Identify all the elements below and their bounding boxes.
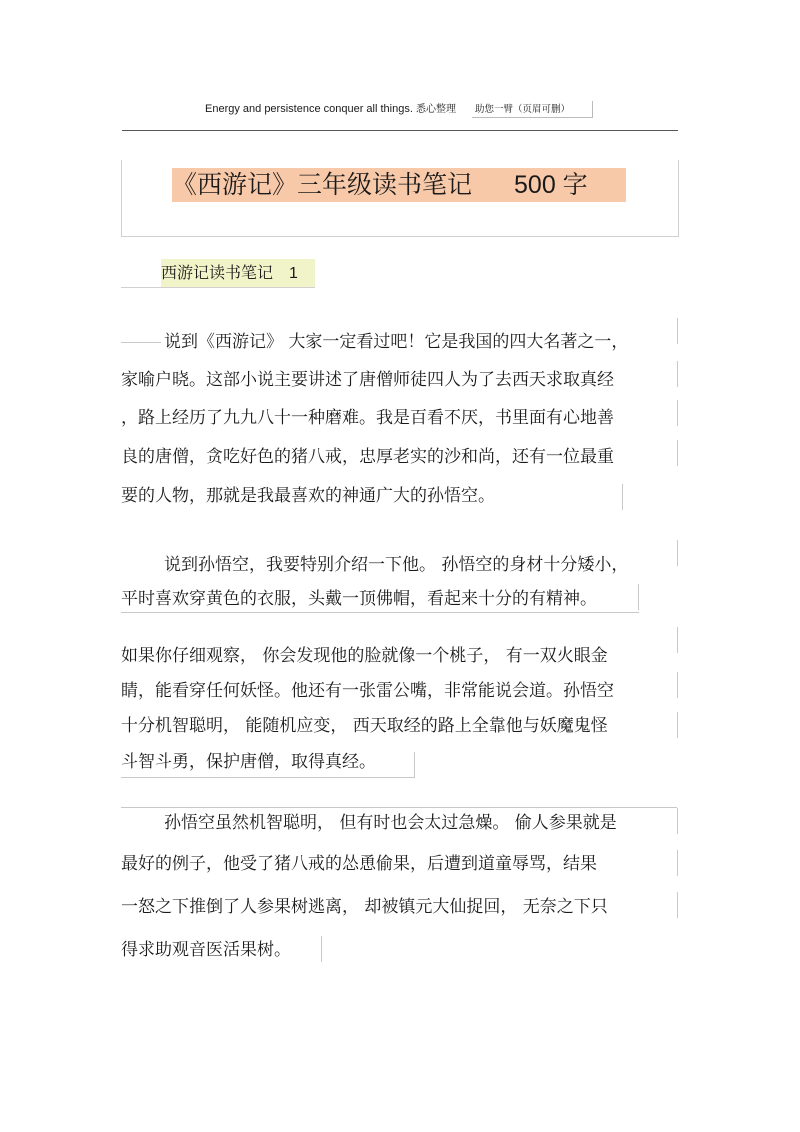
paragraph-2-line-2: 平时喜欢穿黄色的衣服，头戴一顶佛帽，看起来十分的有精神。 <box>121 589 597 609</box>
paragraph-3-frame-edge-4 <box>414 752 415 778</box>
header-frame <box>472 101 593 118</box>
paragraph-2-line-1: 说到孙悟空，我要特别介绍一下他。 孙悟空的身材十分矮小， <box>164 555 629 575</box>
paragraph-1-frame-edge-2 <box>677 361 678 387</box>
paragraph-1-frame-edge-1 <box>677 318 678 344</box>
paragraph-4-line-2: 最好的例子，他受了猪八戒的怂恿偷果，后遭到道童辱骂，结果 <box>121 854 597 874</box>
paragraph-4-line-3: 一怒之下推倒了人参果树逃离， 却被镇元大仙捉回， 无奈之下只 <box>121 897 608 917</box>
paragraph-4-line-4: 得求助观音医活果树。 <box>121 940 291 960</box>
header-organizer: 悉心整理 <box>415 104 456 115</box>
paragraph-2-frame-edge-1 <box>677 540 678 566</box>
header-english-motto: Energy and persistence conquer all things. <box>205 103 413 115</box>
section-heading-underline <box>121 287 315 288</box>
paragraph-3-line-2: 睛，能看穿任何妖怪。他还有一张雷公嘴，非常能说会道。孙悟空 <box>121 681 614 701</box>
paragraph-3-frame-edge-2 <box>677 672 678 698</box>
paragraph-3-line-3: 十分机智聪明， 能随机应变， 西天取经的路上全靠他与妖魔鬼怪 <box>121 716 608 736</box>
paragraph-2-frame-edge-2 <box>638 584 639 610</box>
header-slogan: 助您一臂（页眉可删） <box>475 104 571 115</box>
paragraph-1-line-5: 要的人物，那就是我最喜欢的神通广大的孙悟空。 <box>121 486 495 506</box>
paragraph-4-frame-edge-1 <box>677 808 678 834</box>
section-heading-number: 1 <box>289 265 298 282</box>
document-title-text: 《西游记》三年级读书笔记 <box>172 170 473 199</box>
paragraph-1-frame-edge-3 <box>677 400 678 426</box>
paragraph-4-frame-edge-4 <box>321 936 322 962</box>
document-title-word-count: 500 字 <box>514 171 588 199</box>
paragraph-3-bottom-rule <box>121 777 415 778</box>
paragraph-4-line-1: 孙悟空虽然机智聪明， 但有时也会太过急燥。 偷人参果就是 <box>164 813 617 833</box>
paragraph-1-line-2: 家喻户晓。这部小说主要讲述了唐僧师徒四人为了去西天求取真经 <box>121 370 614 390</box>
paragraph-1-line-3: ，路上经历了九九八十一种磨难。我是百看不厌，书里面有心地善 <box>121 408 614 428</box>
paragraph-3-line-4: 斗智斗勇，保护唐僧，取得真经。 <box>121 752 376 772</box>
paragraph-4-top-rule <box>121 807 677 808</box>
document-title <box>172 168 626 202</box>
paragraph-3-frame-edge-3 <box>677 712 678 738</box>
paragraph-2-bottom-rule <box>121 612 639 613</box>
paragraph-3-line-1: 如果你仔细观察， 你会发现他的脸就像一个桃子， 有一双火眼金 <box>121 646 608 666</box>
header-divider <box>122 130 678 131</box>
paragraph-1-line-1: 说到《西游记》 大家一定看过吧！它是我国的四大名著之一， <box>164 332 629 352</box>
paragraph-3-frame-edge-1 <box>677 627 678 653</box>
section-heading-text: 西游记读书笔记 <box>161 263 274 282</box>
paragraph-1-indent-rule <box>121 342 161 343</box>
paragraph-1-line-4: 良的唐僧，贪吃好色的猪八戒，忠厚老实的沙和尚，还有一位最重 <box>121 447 614 467</box>
paragraph-4-frame-edge-3 <box>677 892 678 918</box>
section-heading <box>161 259 315 287</box>
paragraph-1-frame-edge-4 <box>677 440 678 466</box>
paragraph-1-frame-edge-5 <box>622 484 623 510</box>
paragraph-4-frame-edge-2 <box>677 850 678 876</box>
